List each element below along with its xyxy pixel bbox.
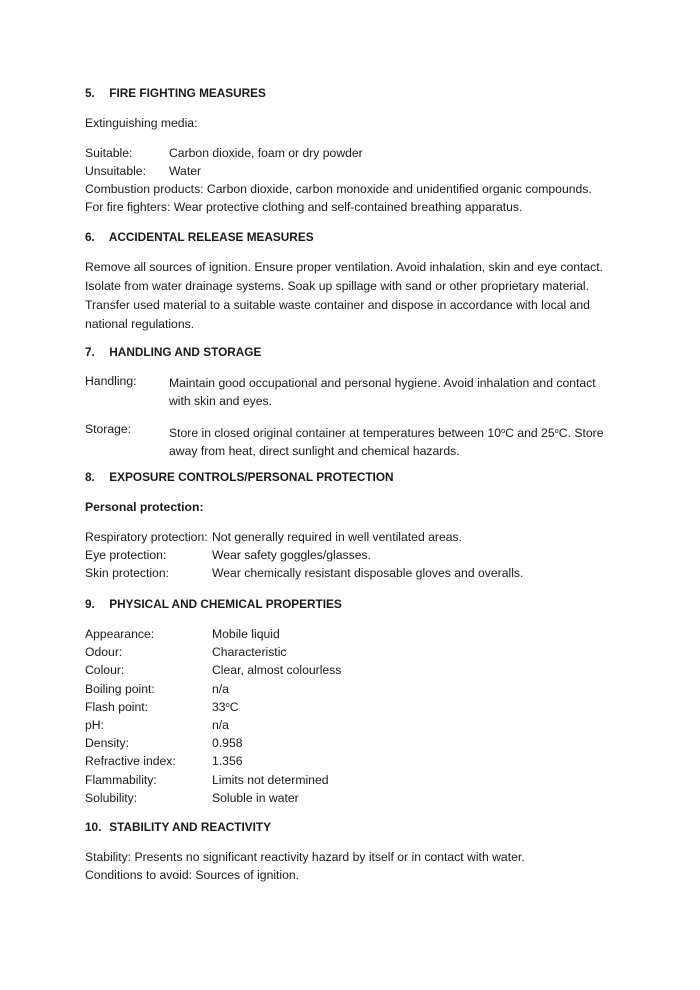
property-label: Refractive index: <box>85 754 176 769</box>
section-title: PHYSICAL AND CHEMICAL PROPERTIES <box>109 597 342 611</box>
property-label: Eye protection: <box>85 548 167 562</box>
section-number: 9. <box>85 597 95 611</box>
property-value: Soluble in water <box>212 790 299 805</box>
property-label: Solubility: <box>85 790 138 805</box>
section-9-heading <box>85 597 342 611</box>
property-value: Wear chemically resistant disposable gloves and overalls. <box>212 566 524 580</box>
fire-fighters-text: For fire fighters: Wear protective clothing and self-contained breathing apparatus. <box>85 200 523 214</box>
property-value: Mobile liquid <box>212 627 280 641</box>
property-label: Skin protection: <box>85 566 170 580</box>
section-title: STABILITY AND REACTIVITY <box>109 820 271 834</box>
property-label: Appearance: <box>85 627 155 641</box>
section-number: 5. <box>85 86 95 100</box>
section-8-heading <box>85 470 394 484</box>
property-label: Odour: <box>85 645 123 660</box>
property-label: Density: <box>85 736 130 751</box>
section-7-heading <box>85 345 261 359</box>
section-6-heading <box>85 230 314 244</box>
property-label: Flammability: <box>85 772 157 787</box>
section-5-heading <box>85 86 266 100</box>
degree-sup: o <box>554 426 559 435</box>
property-value: n/a <box>212 718 229 732</box>
property-label: Flash point: <box>85 699 149 714</box>
storage-value <box>169 422 609 460</box>
personal-protection-subtitle: Personal protection: <box>85 500 204 514</box>
property-value: n/a <box>212 681 229 696</box>
property-value: Not generally required in well ventilated areas. <box>212 530 462 544</box>
conditions-to-avoid-text: Conditions to avoid: Sources of ignition. <box>85 868 300 882</box>
storage-text-part: C and 25 <box>505 426 555 440</box>
suitable-label: Suitable: <box>85 146 133 160</box>
degree-sup: o <box>500 426 506 435</box>
property-value: Limits not determined <box>212 772 329 787</box>
storage-text-part: C. Store away from heat, direct sunlight and chemical hazards. <box>169 426 604 458</box>
property-label: Respiratory protection: <box>85 530 208 544</box>
property-label: Colour: <box>85 663 125 678</box>
unsuitable-value: Water <box>169 164 202 178</box>
section-title: ACCIDENTAL RELEASE MEASURES <box>108 230 314 244</box>
section-number: 7. <box>85 345 95 359</box>
storage-label: Storage: <box>85 422 132 436</box>
unsuitable-label: Unsuitable: <box>85 164 146 178</box>
property-value: Clear, almost colourless <box>212 663 342 678</box>
combustion-products-text: Combustion products: Carbon dioxide, carbon monoxide and unidentified organic compounds. <box>85 182 592 196</box>
section-number: 6. <box>85 230 95 244</box>
storage-row <box>85 422 625 462</box>
section-title: HANDLING AND STORAGE <box>109 345 262 359</box>
stability-text: Stability: Presents no significant reactivity hazard by itself or in contact with water. <box>85 850 525 864</box>
suitable-value: Carbon dioxide, foam or dry powder <box>169 146 363 160</box>
handling-value: Maintain good occupational and personal hygiene. Avoid inhalation and contact with skin and eyes. <box>169 376 596 408</box>
extinguishing-media-label: Extinguishing media: <box>85 116 198 130</box>
section-number: 8. <box>85 470 95 484</box>
section-title: EXPOSURE CONTROLS/PERSONAL PROTECTION <box>109 470 394 484</box>
property-value: Characteristic <box>212 645 287 660</box>
storage-text-part: Store in closed original container at temperatures between 10 <box>169 426 501 440</box>
property-value: 1.356 <box>212 754 243 769</box>
property-label: pH: <box>85 718 104 732</box>
handling-label: Handling: <box>85 374 137 388</box>
section-number: 10. <box>85 820 102 834</box>
property-label: Boiling point: <box>85 681 155 696</box>
property-value: Wear safety goggles/glasses. <box>212 548 371 562</box>
property-value: 33$^o$C <box>212 699 239 714</box>
accidental-release-text: Remove all sources of ignition. Ensure proper ventilation. Avoid inhalation, skin and eye contact. Isolate from water drainage systems. Soak up spillage with sand or other proprietary material. Transfer used material to a suitable waste container and dispose in accordance with local and national regulations. <box>85 260 604 331</box>
property-value: 0.958 <box>212 736 243 751</box>
section-10-heading <box>85 820 271 834</box>
section-title: FIRE FIGHTING MEASURES <box>109 86 266 100</box>
handling-row <box>85 374 625 414</box>
